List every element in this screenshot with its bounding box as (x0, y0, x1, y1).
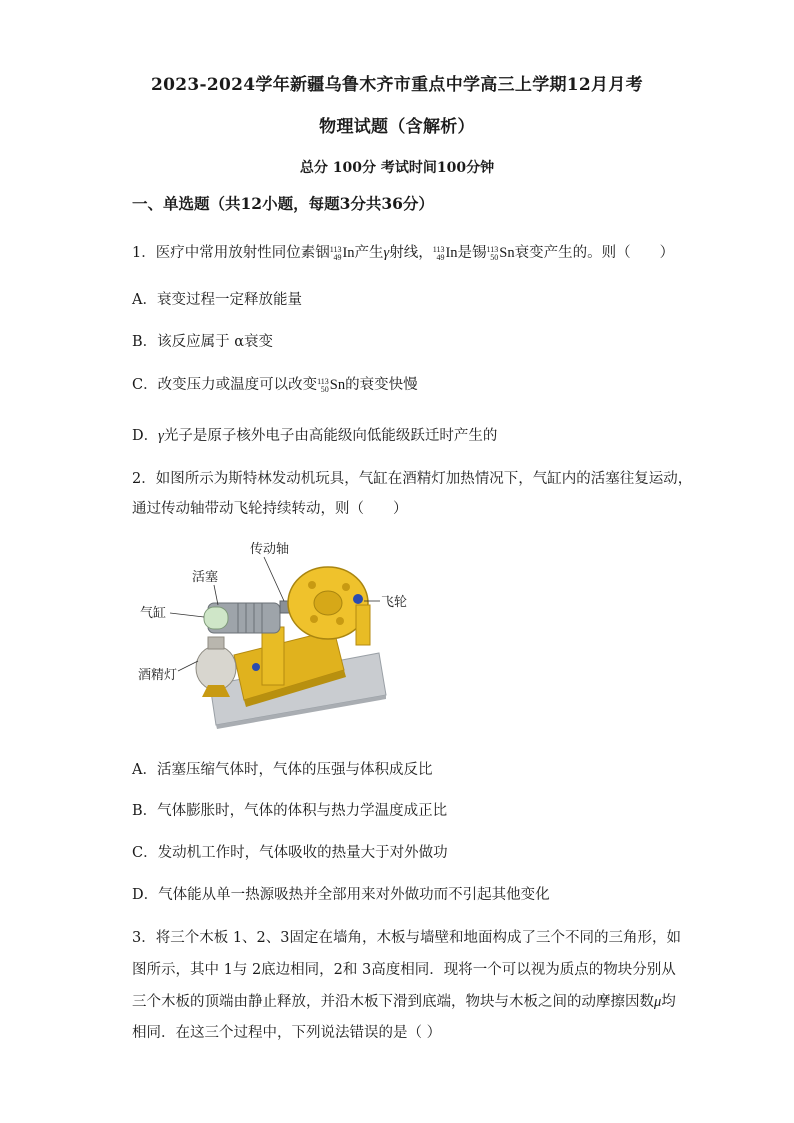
q1-stem-part: 1．医疗中常用放射性同位素铟 (132, 245, 330, 261)
mu-symbol: μ (654, 994, 662, 1010)
mass-number: 113 (329, 244, 342, 254)
leader-cylinder (170, 613, 204, 617)
gamma-symbol: γ (383, 245, 390, 261)
leader-piston (214, 585, 218, 605)
section-heading: 一、单选题（共12小题，每题3分共36分） (132, 194, 434, 213)
q1-option-b: B．该反应属于 α衰变 (132, 334, 274, 350)
q3-stem-line1: 3．将三个木板 1、2、3固定在墙角，木板与墙壁和地面构成了三个不同的三角形，如 (132, 930, 682, 946)
element-symbol: Sn (329, 377, 346, 393)
alcohol-lamp-glass (196, 646, 236, 690)
q1-option-c-post: 的衰变快慢 (345, 377, 418, 393)
label-shaft: 传动轴 (250, 542, 290, 557)
element-symbol: Sn (499, 245, 515, 261)
isotope-sn113 (487, 245, 515, 262)
mass-number: 113 (486, 244, 499, 254)
q1-option-d-post: 光子是原子核外电子由高能级向低能级跃迁时产生的 (163, 428, 498, 444)
isotope-in113 (433, 245, 458, 262)
q3-stem-line2: 图所示，其中 1与 2底边相同，2和 3高度相同．现将一个可以视为质点的物块分别从 (132, 962, 676, 978)
q3-stem-line3-post: 均 (661, 994, 676, 1010)
leader-lamp (178, 661, 198, 671)
isotope-in113 (330, 245, 355, 262)
q1-stem-part: 衰变产生的。则（ ） (514, 245, 675, 261)
blue-screw (353, 594, 363, 604)
q2-option-b: B．气体膨胀时，气体的体积与热力学温度成正比 (132, 803, 448, 819)
q1-stem-part: 是锡 (457, 245, 487, 261)
q2-option-c: C．发动机工作时，气体吸收的热量大于对外做功 (132, 845, 448, 861)
atomic-number: 49 (436, 252, 445, 262)
flywheel-post (356, 605, 370, 645)
cylinder-support (262, 627, 284, 685)
q1-option-c-pre: C．改变压力或温度可以改变 (132, 377, 318, 393)
exam-title-line2: 物理试题（含解析） (319, 117, 475, 137)
stirling-engine-figure (134, 535, 408, 731)
q1-stem-part: 射线， (389, 245, 433, 261)
q1-stem (132, 241, 674, 262)
q3-stem-line3-pre: 三个木板的顶端由静止释放，并沿木板下滑到底端，物块与木板之间的动摩擦因数 (132, 994, 654, 1010)
exam-meta: 总分 100分 考试时间100分钟 (299, 160, 495, 176)
mass-number: 113 (317, 376, 329, 386)
label-piston: 活塞 (192, 570, 219, 585)
flywheel-hole (308, 581, 316, 589)
alcohol-lamp-neck (208, 637, 224, 649)
exam-title-line1: 2023-2024学年新疆乌鲁木齐市重点中学高三上学期12月月考 (151, 75, 643, 95)
q2-stem-line2: 通过传动轴带动飞轮持续转动，则（ ） (132, 501, 408, 517)
q1-option-c (132, 373, 418, 394)
label-lamp: 酒精灯 (138, 668, 178, 683)
q2-stem-line1: 2．如图所示为斯特林发动机玩具，气缸在酒精灯加热情况下，气缸内的活塞往复运动， (132, 471, 693, 487)
flywheel-hole (310, 615, 318, 623)
q1-option-d (132, 424, 497, 445)
element-symbol: In (445, 245, 458, 261)
label-flywheel: 飞轮 (381, 595, 408, 610)
atomic-number: 50 (490, 252, 499, 262)
q1-stem-part: 产生 (354, 245, 384, 261)
glass-cylinder-tip (204, 607, 228, 629)
q3-stem-line4: 相同．在这三个过程中，下列说法错误的是（ ） (132, 1025, 442, 1041)
flywheel-hub (314, 591, 342, 615)
atomic-number: 50 (320, 384, 329, 394)
leader-shaft (264, 557, 284, 601)
label-cylinder: 气缸 (140, 606, 167, 621)
gamma-symbol: γ (158, 428, 164, 444)
q2-option-a: A．活塞压缩气体时，气体的压强与体积成反比 (132, 762, 433, 778)
isotope-sn113 (317, 377, 345, 394)
q3-stem-line3 (132, 990, 676, 1011)
q2-option-d: D．气体能从单一热源吸热并全部用来对外做功而不引起其他变化 (132, 887, 550, 903)
q1-option-d-pre: D． (132, 428, 159, 444)
blue-screw (252, 663, 260, 671)
atomic-number: 49 (333, 252, 342, 262)
q1-option-a: A．衰变过程一定释放能量 (132, 292, 302, 308)
flywheel-hole (336, 617, 344, 625)
mass-number: 113 (432, 244, 445, 254)
element-symbol: In (342, 245, 355, 261)
flywheel-hole (342, 583, 350, 591)
